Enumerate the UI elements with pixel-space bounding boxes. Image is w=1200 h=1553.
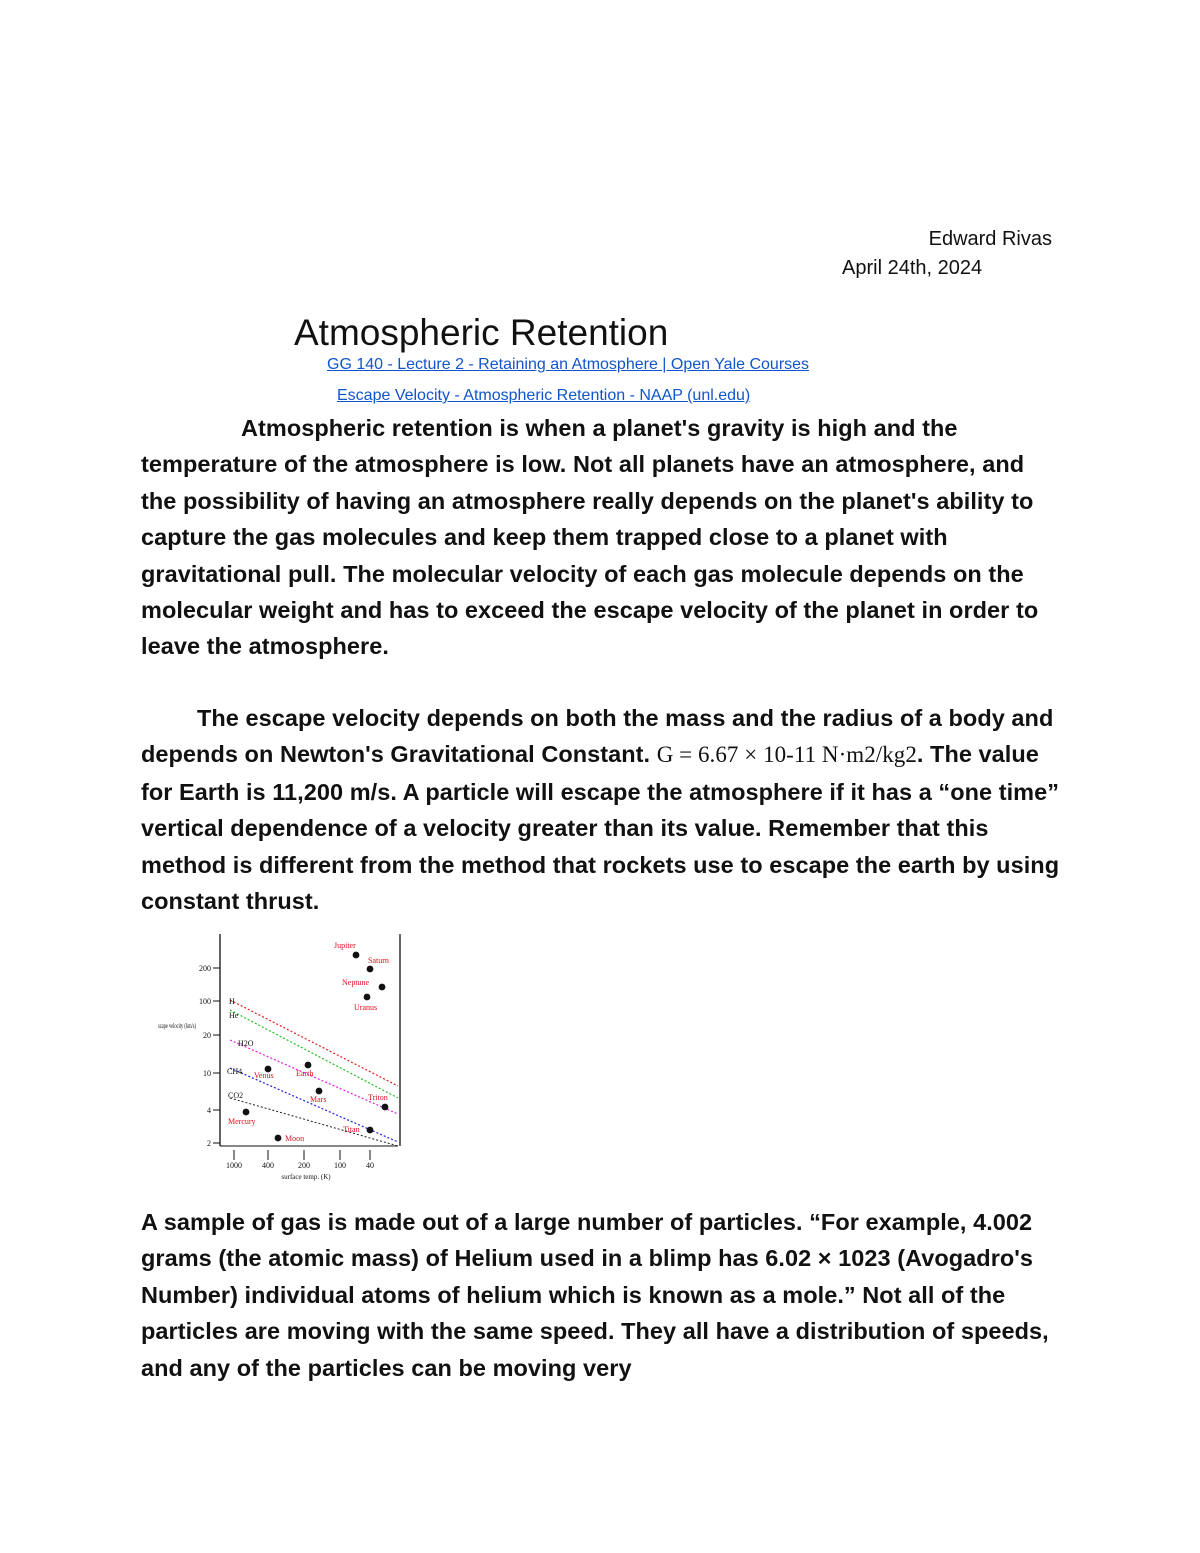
x-tick-label: 200	[298, 1161, 310, 1170]
reference-link-naap[interactable]: Escape Velocity - Atmospheric Retention - NAAP (unl.edu)	[337, 387, 751, 404]
triton-dot	[382, 1104, 389, 1111]
jupiter-label: Jupiter	[334, 941, 356, 950]
venus-label: Venus	[254, 1071, 274, 1080]
mars-label: Mars	[310, 1095, 327, 1104]
earth-label: Earth	[296, 1069, 314, 1078]
page-title: Atmospheric Retention	[294, 311, 669, 353]
moon-label: Moon	[285, 1134, 305, 1143]
mercury-label: Mercury	[228, 1117, 256, 1126]
gas-label-h2o: H2O	[238, 1039, 254, 1048]
saturn-dot	[367, 966, 374, 973]
saturn-label: Saturn	[368, 956, 389, 965]
helium-line	[230, 1010, 398, 1098]
escape-velocity-diagram	[158, 928, 413, 1188]
escape-velocity-figure	[158, 928, 413, 1188]
author-name: Edward Rivas	[928, 228, 1052, 250]
gas-label-ch4: CH4	[227, 1067, 243, 1076]
paragraph-atmospheric-retention: Atmospheric retention is when a planet's gravity is high and the temperature of the atmosphere is low. Not all planets have an atmosphere, and the possibility of having an atmosphere really depends on the planet's ability to capture the gas molecules and keep them trapped close to a planet with gravitational pull. The molecular velocity of each gas molecule depends on the molecular weight and has to exceed the escape velocity of the planet in order to leave the atmosphere.	[141, 415, 1039, 660]
y-axis-label: escape velocity (km/s)	[158, 1022, 197, 1030]
document-date: April 24th, 2024	[842, 257, 983, 279]
uranus-dot	[364, 994, 371, 1001]
gravitational-constant-formula: G = 6.67 × 10-11 N·m2/kg2	[656, 742, 917, 768]
x-axis-label: surface temp. (K)	[281, 1173, 331, 1181]
mars-dot	[316, 1088, 323, 1095]
uranus-label: Uranus	[354, 1003, 378, 1012]
y-tick-label: 200	[199, 964, 211, 973]
x-tick-label: 1000	[226, 1161, 242, 1170]
jupiter-dot	[353, 952, 360, 959]
gas-label-he: He	[229, 1011, 239, 1020]
y-tick-label: 10	[203, 1069, 211, 1078]
y-tick-label: 20	[203, 1031, 211, 1040]
earth-dot	[305, 1062, 312, 1069]
gas-label-co2: CO2	[228, 1091, 244, 1100]
y-tick-label: 4	[207, 1106, 211, 1115]
y-tick-label: 2	[207, 1139, 211, 1148]
x-tick-label: 400	[262, 1161, 274, 1170]
triton-label: Triton	[368, 1093, 388, 1102]
titan-label: Titan	[343, 1125, 360, 1134]
x-tick-label: 40	[366, 1161, 374, 1170]
paragraph-escape-velocity-rest: . The value for Earth is 11,200 m/s. A particle will escape the atmosphere if it has a “one time” vertical dependence of a velocity greater than its value. Remember that this method is different from the method that rockets use to escape the earth by using constant thrust.	[141, 741, 1060, 915]
titan-dot	[367, 1127, 374, 1134]
moon-dot	[275, 1135, 282, 1142]
neptune-dot	[379, 984, 386, 991]
paragraph-escape-velocity-intro: The escape velocity depends on both the mass and the radius of a body and depends on Newton's Gravitational Constant.	[141, 705, 1054, 768]
mercury-dot	[243, 1109, 250, 1116]
gas-label-h: H	[229, 997, 235, 1006]
neptune-label: Neptune	[342, 978, 370, 987]
y-tick-label: 100	[199, 997, 211, 1006]
reference-link-yale[interactable]: GG 140 - Lecture 2 - Retaining an Atmosphere | Open Yale Courses	[327, 356, 810, 373]
x-tick-label: 100	[334, 1161, 346, 1170]
paragraph-gas-particles: A sample of gas is made out of a large number of particles. “For example, 4.002 grams (the atomic mass) of Helium used in a blimp has 6.02 × 1023 (Avogadro's Number) individual atoms of helium which is known as a mole.” Not all of the particles are moving with the same speed. They all have a distribution of speeds, and any of the particles can be moving very	[141, 1209, 1049, 1381]
paragraph-escape-velocity	[141, 700, 1061, 919]
